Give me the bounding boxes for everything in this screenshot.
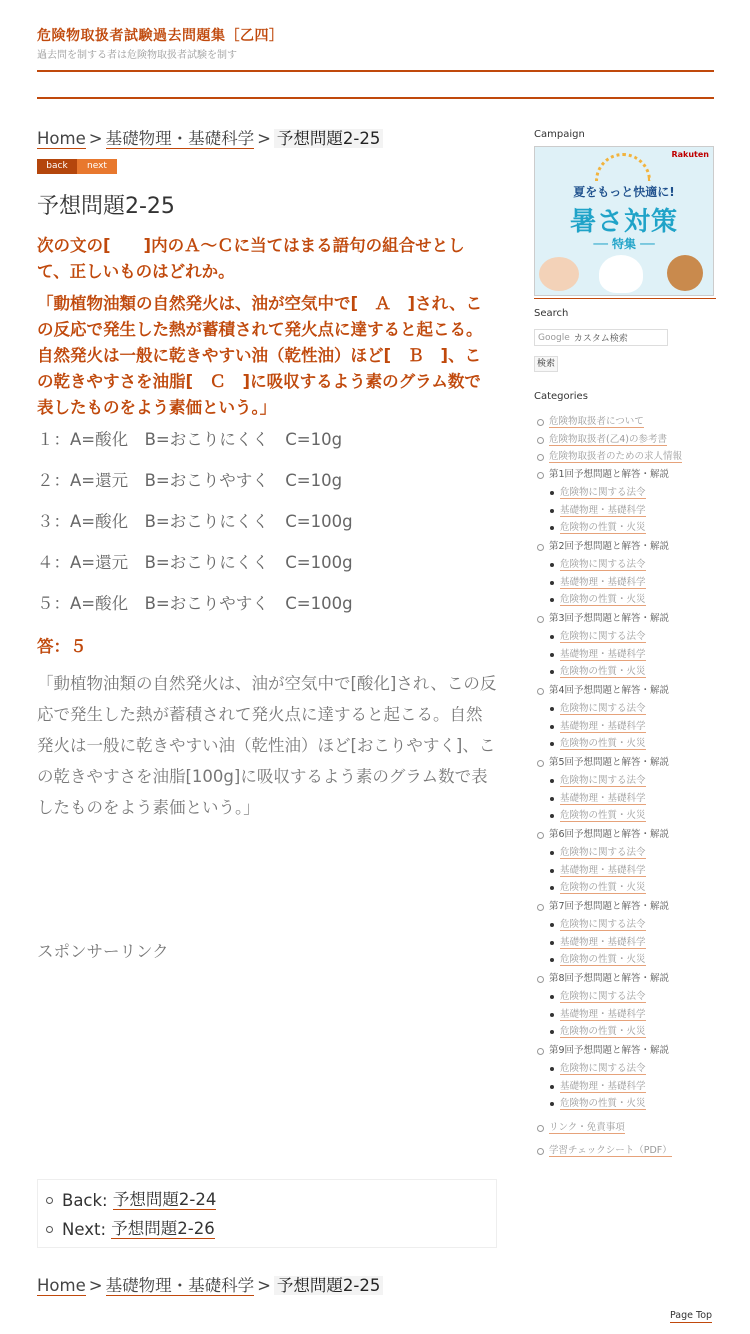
subcategory-item [549,502,716,520]
subcategory-item [549,934,716,952]
category-item [534,1142,716,1160]
subcategory-item [549,646,716,664]
post-nav-next [46,1215,496,1244]
subcategory-link[interactable]: 基礎物理・基礎科学 [560,936,646,948]
category-item [534,448,716,466]
category-item [534,1119,716,1137]
subcategory-link[interactable]: 危険物の性質・火災 [560,738,646,749]
breadcrumb [37,128,497,150]
post-nav-back-link[interactable]: 予想問題2-24 [112,1190,217,1209]
subcategory-list [549,484,716,537]
subcategory-list [549,844,716,897]
banner-line1: 夏をもっと快適に! [573,185,675,199]
subcategory-link[interactable]: 基礎物理・基礎科学 [560,504,646,516]
pager-buttons [37,159,497,174]
search-title: Search [534,308,569,319]
subcategory-list [549,1060,716,1113]
subcategory-list [549,628,716,681]
breadcrumb-separator: > [88,1276,103,1295]
question-text: 次の文の[ ]内のＡ～Ｃに当てはまる語句の組合せとして、正しいものはどれか。 [37,236,465,281]
breadcrumb-current: 予想問題2-25 [274,1276,383,1295]
subcategory-link[interactable]: 危険物の性質・火災 [560,1026,646,1037]
subcategory-link[interactable]: 危険物に関する法令 [560,559,646,570]
option-4: ４：A=還元 B=おこりにくく C=100g [37,553,353,572]
category-link[interactable]: 危険物取扱者(乙4)の参考書 [549,433,667,445]
subcategory-item [549,556,716,574]
nav-divider [37,97,714,99]
category-group [534,610,716,681]
category-list [534,413,716,1160]
subcategory-item [549,1078,716,1096]
subcategory-link[interactable]: 基礎物理・基礎科学 [560,720,646,732]
breadcrumb-bottom [37,1275,383,1297]
next-button[interactable]: next [77,159,117,174]
subcategory-item [549,879,716,897]
subcategory-item [549,1006,716,1024]
circle-bullet-icon [46,1226,53,1233]
site-description: 過去問を制する者は危険物取扱者試験を制す [37,50,237,61]
subcategory-link[interactable]: 基礎物理・基礎科学 [560,576,646,588]
option-1: １：A=酸化 B=おこりにくく C=10g [37,430,343,449]
category-group [534,1042,716,1113]
search-input[interactable] [534,329,668,346]
category-group-label: 第6回予想問題と解答・解説 [549,828,670,840]
subcategory-link[interactable]: 危険物の性質・火災 [560,882,646,893]
subcategory-item [549,700,716,718]
subcategory-item [549,807,716,825]
post-nav-back-prefix: Back: [62,1191,108,1210]
subcategory-link[interactable]: 基礎物理・基礎科学 [560,648,646,660]
subcategory-item [549,772,716,790]
category-group-label: 第8回予想問題と解答・解説 [549,972,670,984]
subcategory-link[interactable]: 危険物の性質・火災 [560,1098,646,1109]
sun-icon [595,153,651,181]
answer-explanation: 「動植物油類の自然発火は、油が空気中で[酸化]され、この反応で発生した熱が蓄積されて発火点に達すると起こる。自然発火は一般に乾きやすい油（乾性油）ほど[おこりやすく]、この乾きやすさを油脂[100g]に吸収するよう素のグラム数で表したものをよう素価という。」 [37,674,497,817]
dog-illustration-icon [667,255,703,291]
subcategory-item [549,1023,716,1041]
subcategory-item [549,484,716,502]
category-item [534,413,716,431]
category-group [534,898,716,969]
post-navigation [37,1179,497,1248]
site-title[interactable]: 危険物取扱者試験過去問題集［乙四］ [37,28,284,44]
option-5: ５：A=酸化 B=おこりやすく C=100g [37,594,353,613]
category-group-label: 第5回予想問題と解答・解説 [549,756,670,768]
category-group-label: 第9回予想問題と解答・解説 [549,1044,670,1056]
category-group [534,970,716,1041]
category-group [534,466,716,537]
person-illustration-icon [539,257,579,291]
category-link[interactable]: リンク・免責事項 [549,1121,625,1133]
breadcrumb-separator: > [257,1276,271,1295]
category-link[interactable]: 危険物取扱者について [549,416,644,427]
back-button[interactable]: back [37,159,77,174]
subcategory-list [549,916,716,969]
subcategory-item [549,519,716,537]
breadcrumb-separator: > [88,129,103,148]
subcategory-item [549,1060,716,1078]
category-group-label: 第4回予想問題と解答・解説 [549,684,670,696]
subcategory-link[interactable]: 危険物の性質・火災 [560,810,646,821]
campaign-title: Campaign [534,129,585,140]
subcategory-link[interactable]: 危険物に関する法令 [560,703,646,714]
bear-illustration-icon [599,255,643,293]
main-content [37,128,497,1295]
subcategory-link[interactable]: 危険物の性質・火災 [560,594,646,605]
subcategory-item [549,1095,716,1113]
subcategory-item [549,951,716,969]
breadcrumb-home-link[interactable]: Home [37,129,86,148]
subcategory-link[interactable]: 危険物の性質・火災 [560,666,646,677]
subcategory-item [549,862,716,880]
subcategory-link[interactable]: 基礎物理・基礎科学 [560,864,646,876]
subcategory-item [549,663,716,681]
subcategory-link[interactable]: 危険物に関する法令 [560,991,646,1002]
subcategory-link[interactable]: 危険物に関する法令 [560,631,646,642]
breadcrumb-category-link[interactable]: 基礎物理・基礎科学 [105,1276,255,1295]
post-nav-next-link[interactable]: 予想問題2-26 [111,1219,215,1238]
categories-title: Categories [534,391,588,402]
category-group-label: 第3回予想問題と解答・解説 [549,612,670,624]
breadcrumb-home-link[interactable]: Home [37,1276,86,1295]
subcategory-link[interactable]: 危険物に関する法令 [560,775,646,786]
campaign-banner[interactable] [534,146,714,296]
subcategory-list [549,700,716,753]
post-nav-back [46,1186,496,1215]
subcategory-list [549,988,716,1041]
answer-options [37,427,497,617]
option-3: ３：A=酸化 B=おこりにくく C=100g [37,512,353,531]
subcategory-list [549,772,716,825]
category-group-label: 第7回予想問題と解答・解説 [549,900,670,912]
category-group [534,754,716,825]
category-group [534,826,716,897]
question-quote: 「動植物油類の自然発火は、油が空気中で[ Ａ ]され、この反応で発生した熱が蓄積されて発火点に達すると起こる。自然発火は一般に乾きやすい油（乾性油）ほど[ Ｂ ]、この乾きやすさを油脂[ Ｃ ]に吸収するよう素のグラム数で表したものをよう素価という。」 [37,294,483,417]
category-group-label: 第1回予想問題と解答・解説 [549,468,670,480]
circle-bullet-icon [46,1197,53,1204]
breadcrumb-category-link[interactable]: 基礎物理・基礎科学 [105,129,255,148]
category-group [534,682,716,753]
search-placeholder: カスタム検索 [573,334,628,344]
category-link[interactable]: 危険物取扱者のための求人情報 [549,451,683,462]
subcategory-item [549,790,716,808]
breadcrumb-current: 予想問題2-25 [274,129,383,148]
category-group [534,538,716,609]
subcategory-item [549,988,716,1006]
page-title: 予想問題2-25 [37,194,175,219]
subcategory-item [549,735,716,753]
breadcrumb-separator: > [257,129,271,148]
subcategory-link[interactable]: 危険物に関する法令 [560,919,646,930]
subcategory-link[interactable]: 危険物に関する法令 [560,1063,646,1074]
subcategory-item [549,916,716,934]
sponsor-label: スポンサーリンク [37,942,169,961]
header-divider [37,70,714,72]
site-header [37,26,714,63]
subcategory-link[interactable]: 基礎物理・基礎科学 [560,1008,646,1020]
search-button[interactable]: 検索 [534,356,558,372]
banner-line3: ── 特集 ── [593,237,655,251]
subcategory-item [549,844,716,862]
sidebar [534,128,716,1160]
subcategory-item [549,591,716,609]
option-2: ２：A=還元 B=おこりやすく C=10g [37,471,343,490]
category-link[interactable]: 学習チェックシート（PDF） [549,1145,672,1156]
subcategory-item [549,574,716,592]
post-nav-next-prefix: Next: [62,1220,106,1239]
rakuten-logo: Rakuten [671,150,709,159]
category-group-label: 第2回予想問題と解答・解説 [549,540,670,552]
subcategory-link[interactable]: 危険物の性質・火災 [560,522,646,533]
subcategory-link[interactable]: 危険物に関する法令 [560,847,646,858]
sidebar-divider [534,298,716,299]
subcategory-list [549,556,716,609]
subcategory-item [549,718,716,736]
google-logo: Google [538,332,570,343]
subcategory-link[interactable]: 基礎物理・基礎科学 [560,1080,646,1092]
subcategory-link[interactable]: 危険物に関する法令 [560,487,646,498]
subcategory-item [549,628,716,646]
subcategory-link[interactable]: 基礎物理・基礎科学 [560,792,646,804]
page-top-link[interactable]: Page Top [670,1310,713,1321]
banner-line2: 暑さ対策 [569,207,678,237]
category-item [534,431,716,449]
answer-heading: 答：５ [37,637,87,656]
subcategory-link[interactable]: 危険物の性質・火災 [560,954,646,965]
